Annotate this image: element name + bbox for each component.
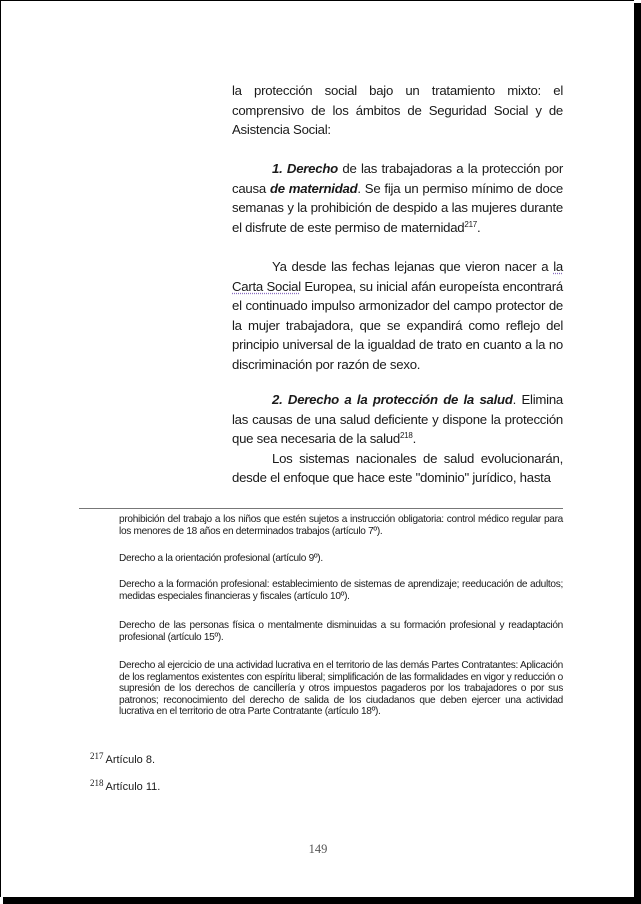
maternity-text-b: . Se fija un permiso mínimo de doce semanas y la prohibición de despido a las mujeres durante el disfrute de este permiso de maternidad [232,180,564,235]
footnote-number: 217 [90,751,104,761]
footnote-ref-218[interactable]: 218 [399,431,413,441]
maternity-text-a: de las trabajadoras a la protección por causa [232,161,563,196]
footnote-218 [90,778,160,793]
health-lead: 2. Derecho a la protección de la salud [272,392,513,407]
page-number: 149 [308,842,328,856]
footnote-text: Derecho al ejercicio de una actividad lucrativa en el territorio de las demás Partes Contratantes: Aplicación de los reglamentos existentes con espíritu liberal; simplificación de las formalidades en vigor y reducción o supresión de los derechos de cancillería y otros impuestos pagaderos por los trabajadores o por sus patronos; reconocimiento del derecho de salida de los ciudadanos que deben ejercer una actividad lucrativa en el territorio de otra Parte Contratante (artículo 18º). [119,660,563,718]
health-systems-text: Los sistemas nacionales de salud evolucionarán, desde el enfoque que hace este "dominio" jurídico, hasta [232,450,563,486]
health-text: . Elimina las causas de una salud deficiente y dispone la protección que sea necesaria de la salud [232,392,563,447]
maternity-emphasis: de maternidad [269,180,358,196]
footnote-separator [79,508,563,509]
carta-social-marked: la Carta Social [232,259,563,294]
footnote-continued-2 [119,553,563,565]
carta-text-b: Europea, su inicial afán europeísta encontrará el continuado impulso armonizador del campo protector de la mujer trabajadora, que se expandirá como reflejo del principio universal de la igualdad de trato en cuanto a la no discriminación por razón de sexo. [232,278,563,372]
footnote-text: prohibición del trabajo a los niños que estén sujetos a instrucción obligatoria: control médico regular para los menores de 18 años en determinados trabajos (artículo 7º). [119,514,563,537]
footnote-text: Derecho de las personas física o mentalmente disminuidas a su formación profesional y readaptación profesional (artículo 15º). [119,620,563,643]
health-end: . [412,431,417,447]
page-shadow-bottom [3,897,641,904]
paragraph-maternity [232,159,563,237]
page-shadow-right [634,3,641,904]
paragraph-health [232,390,563,488]
footnote-217 [90,751,155,766]
paragraph-intro [232,81,563,140]
paragraph-carta-social [232,257,563,375]
footnote-text: Artículo 8. [105,754,156,766]
footnote-continued-5 [119,660,563,718]
footnote-text: Artículo 11. [105,781,161,793]
item-lead: Derecho [286,161,338,176]
intro-text: la protección social bajo un tratamiento mixto: el comprensivo de los ámbitos de Seguridad Social y de Asistencia Social: [232,83,563,138]
footnote-number: 218 [90,778,104,788]
footnote-continued-1 [119,514,563,537]
footnote-text: Derecho a la formación profesional: establecimiento de sistemas de aprendizaje; reeducación de adultos; medidas especiales financieras y fiscales (artículo 10º). [119,579,563,602]
item-number: 1. [272,161,283,176]
footnote-text: Derecho a la orientación profesional (artículo 9º). [119,553,323,564]
footnote-ref-217[interactable]: 217 [464,219,477,229]
maternity-end: . [477,219,481,235]
footnote-continued-3 [119,579,563,602]
carta-text-a: Ya desde las fechas lejanas que vieron nacer a [272,259,554,274]
footnote-continued-4 [119,620,563,643]
